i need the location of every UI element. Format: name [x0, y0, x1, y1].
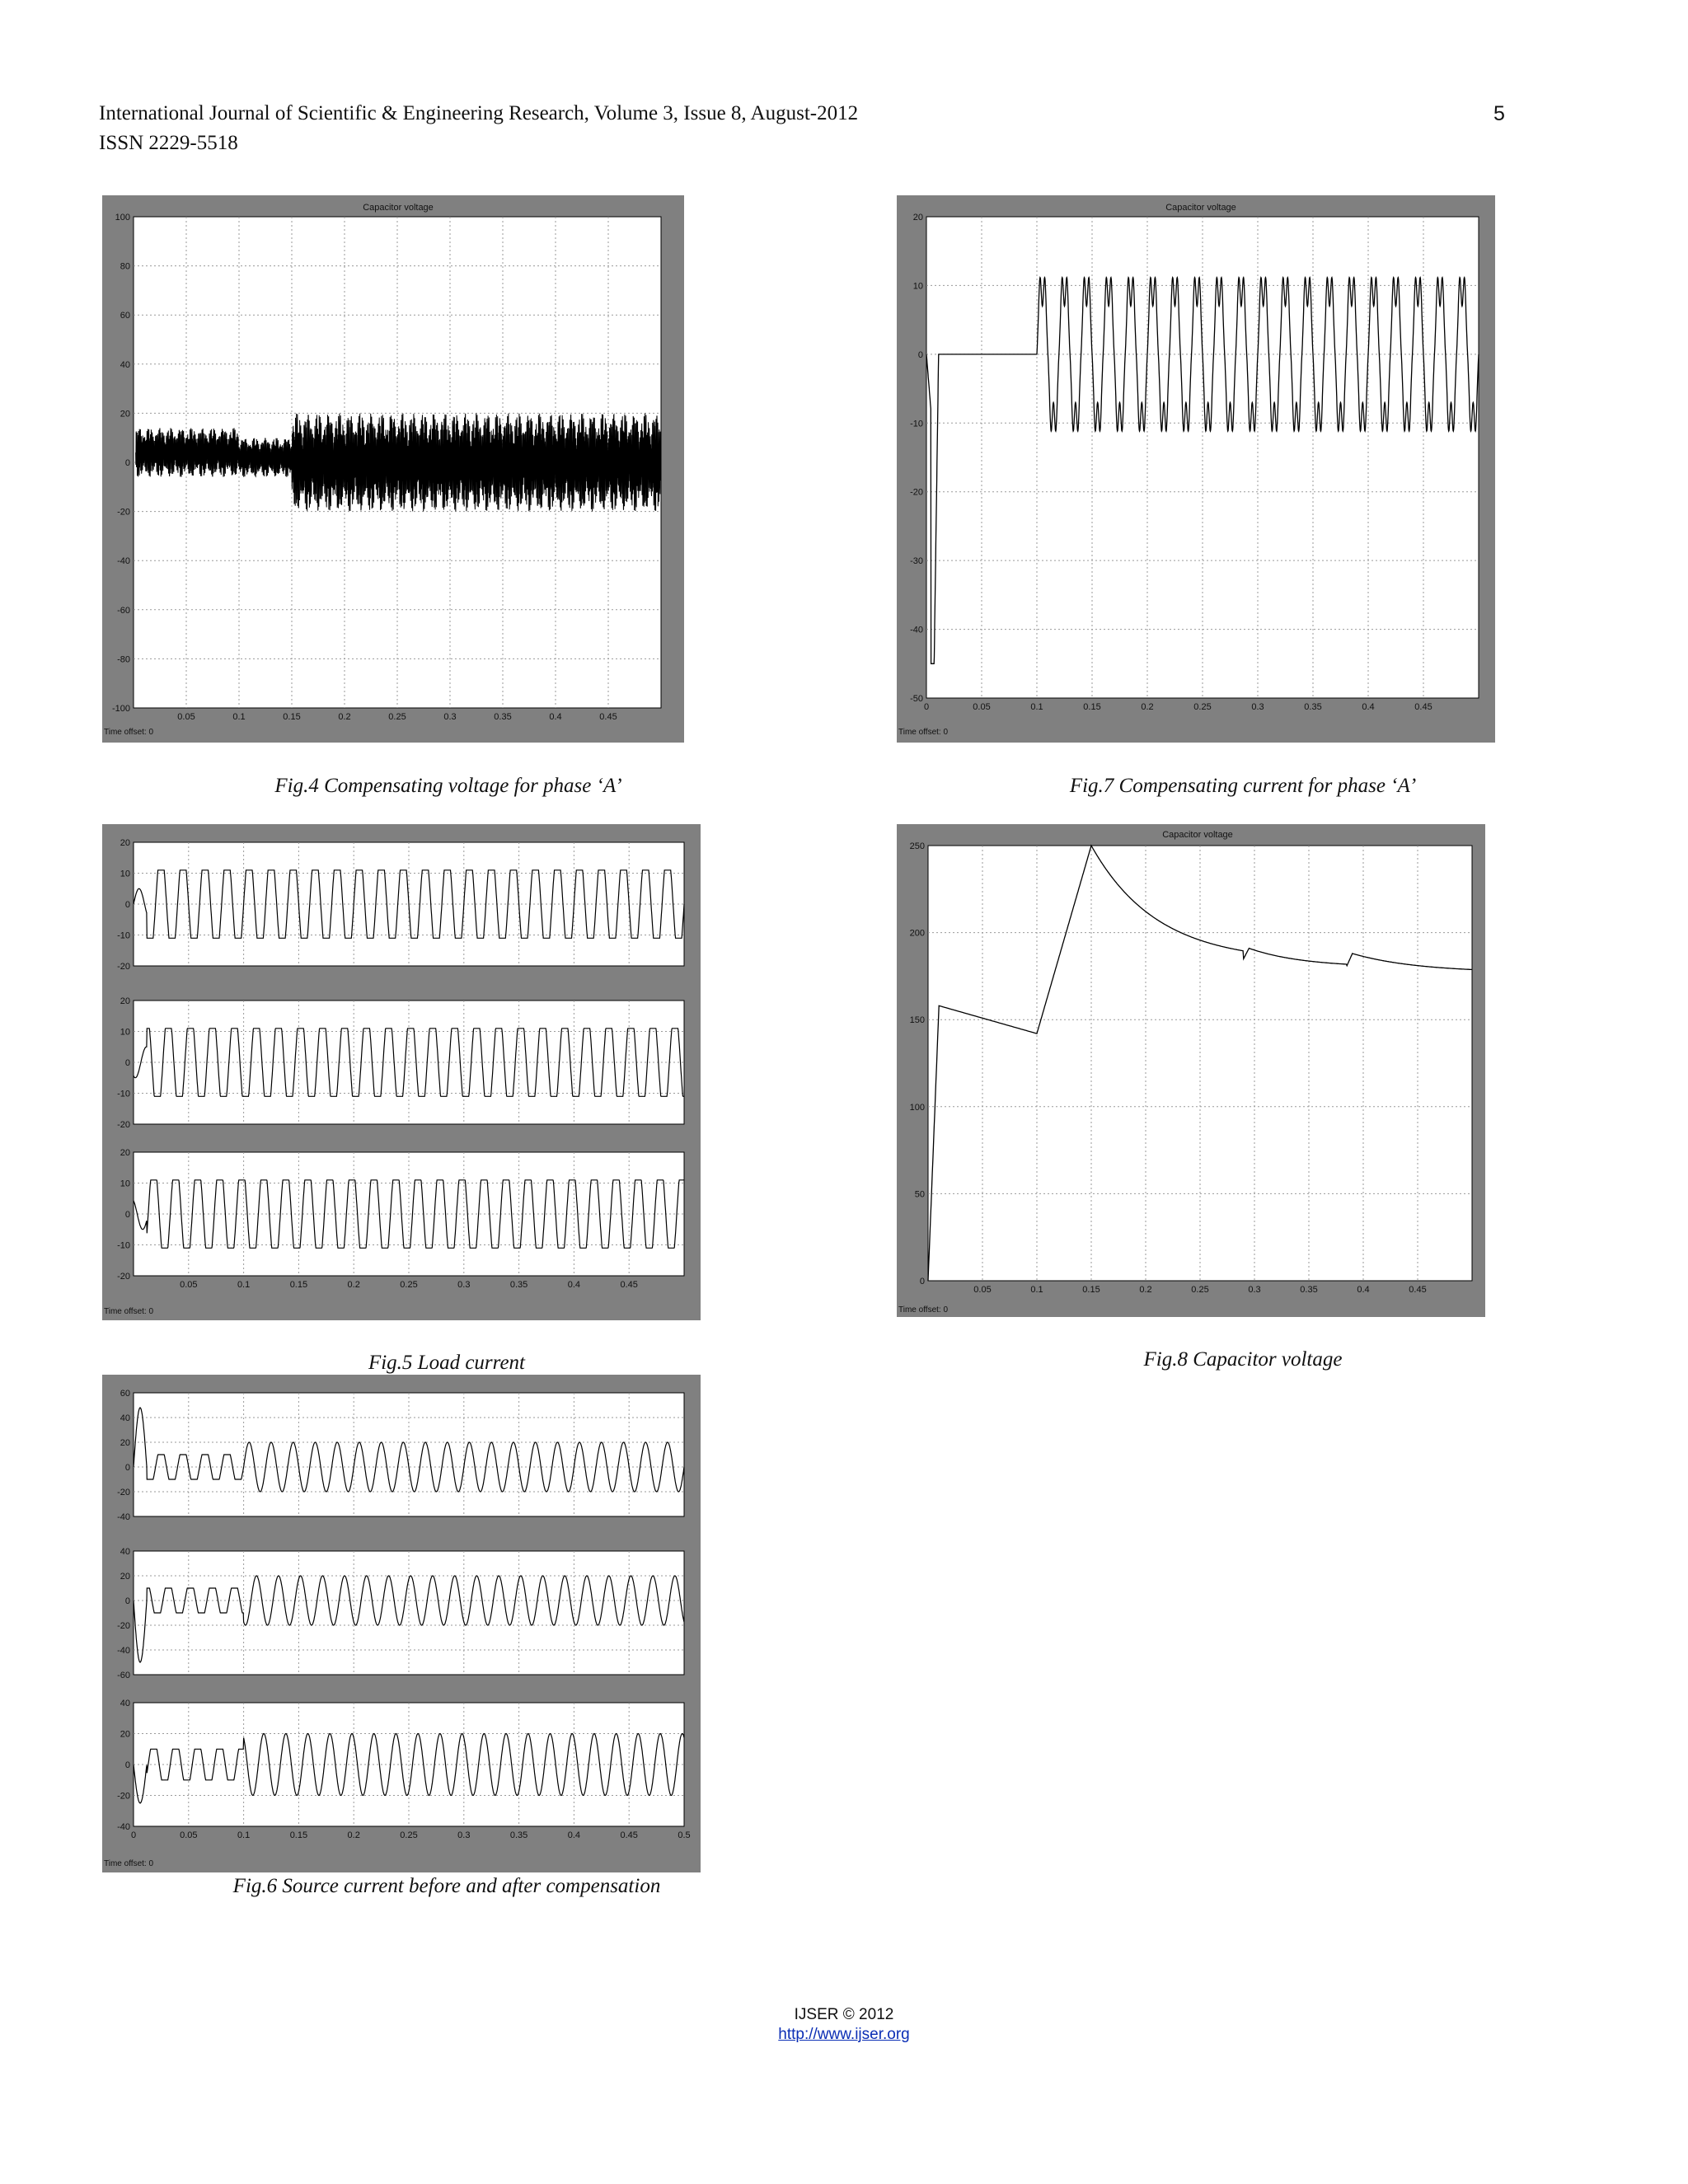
fig6-c-x-tick: 0.4: [567, 1830, 581, 1840]
fig7-y-tick: -20: [910, 487, 923, 498]
fig4-y-tick: -100: [111, 704, 130, 714]
fig6-c-y-tick: -20: [117, 1791, 130, 1802]
fig7-x-tick: 0.05: [973, 702, 991, 712]
figure-8-caption: Fig.8 Capacitor voltage: [1143, 1348, 1343, 1371]
fig5-b-y-tick: 10: [120, 1027, 130, 1038]
fig5-c-x-tick: 0.1: [237, 1280, 251, 1290]
fig4-x-tick: 0.3: [443, 712, 457, 722]
fig8-y-tick: 50: [914, 1189, 925, 1200]
fig4-time-offset: Time offset: 0: [104, 728, 154, 737]
fig8-x-tick: 0.4: [1357, 1285, 1370, 1295]
fig6-b-y-tick: 20: [120, 1572, 130, 1582]
fig5-c-y-tick: 0: [124, 1210, 130, 1220]
figure-7-caption: Fig.7 Compensating current for phase ‘A’: [1069, 775, 1417, 797]
fig8-y-tick: 0: [919, 1277, 925, 1286]
figure-7-scope: [897, 195, 1495, 743]
fig7-x-tick: 0.4: [1362, 702, 1375, 712]
fig7-x-tick: 0.25: [1193, 702, 1212, 712]
fig7-y-tick: -30: [910, 556, 923, 567]
fig6-b-y-tick: -60: [117, 1671, 130, 1680]
fig8-time-offset: Time offset: 0: [898, 1305, 949, 1315]
fig4-x-tick: 0.2: [338, 712, 351, 722]
fig8-x-tick: 0.05: [973, 1285, 992, 1295]
fig8-x-tick: 0.1: [1030, 1285, 1043, 1295]
figure-5-caption: Fig.5 Load current: [368, 1352, 526, 1374]
fig5-time-offset: Time offset: 0: [104, 1307, 154, 1316]
fig6-c-x-tick: 0.15: [289, 1830, 308, 1840]
fig4-y-tick: 40: [120, 359, 130, 370]
fig7-title: Capacitor voltage: [1165, 203, 1236, 213]
fig7-y-tick: -40: [910, 625, 923, 635]
figure-4-scope: [102, 195, 684, 743]
fig7-y-tick: 20: [912, 213, 923, 223]
figure-8-scope: [897, 824, 1485, 1317]
fig6-b-y-tick: 0: [124, 1596, 130, 1606]
fig6-a-y-tick: 0: [124, 1463, 130, 1473]
fig6-c-x-tick: 0.5: [678, 1830, 691, 1840]
fig5-c-x-tick: 0.25: [400, 1280, 418, 1290]
fig5-c-x-tick: 0.15: [289, 1280, 308, 1290]
fig5-c-x-tick: 0.05: [180, 1280, 198, 1290]
fig6-a-y-tick: -20: [117, 1488, 130, 1497]
fig4-y-tick: -40: [117, 556, 130, 567]
fig6-c-x-tick: 0.2: [347, 1830, 360, 1840]
fig5-c-x-tick: 0.2: [347, 1280, 360, 1290]
fig6-c-y-tick: 0: [124, 1760, 130, 1770]
fig5-c-x-tick: 0.45: [620, 1280, 638, 1290]
fig8-x-tick: 0.15: [1082, 1285, 1100, 1295]
fig4-y-tick: -80: [117, 654, 130, 665]
fig8-plot-area: [928, 846, 1472, 1281]
fig6-time-offset: Time offset: 0: [104, 1859, 154, 1868]
fig5-c-x-tick: 0.4: [567, 1280, 581, 1290]
fig7-y-tick: 10: [912, 281, 923, 292]
fig4-x-tick: 0.45: [599, 712, 617, 722]
page-number: 5: [1493, 102, 1505, 125]
fig6-a-y-tick: 40: [120, 1413, 130, 1423]
fig6-b-y-tick: -40: [117, 1646, 130, 1656]
fig7-x-tick: 0.35: [1304, 702, 1322, 712]
fig4-y-tick: 0: [124, 458, 130, 468]
fig6-c-x-tick: 0.25: [400, 1830, 418, 1840]
figure-4-caption: Fig.4 Compensating voltage for phase ‘A’: [274, 775, 622, 797]
fig7-y-tick: -50: [910, 694, 923, 704]
fig8-x-tick: 0.3: [1248, 1285, 1261, 1295]
fig6-c-x-tick: 0.35: [509, 1830, 528, 1840]
fig8-y-tick: 250: [909, 841, 925, 851]
footer-link[interactable]: http://www.ijser.org: [778, 2026, 910, 2043]
fig4-y-tick: 100: [115, 213, 130, 223]
fig5-b-y-tick: -10: [117, 1089, 130, 1099]
issn: ISSN 2229-5518: [99, 132, 238, 154]
fig7-x-tick: 0.15: [1083, 702, 1101, 712]
fig4-x-tick: 0.05: [177, 712, 195, 722]
fig5-c-x-tick: 0.35: [509, 1280, 528, 1290]
fig4-y-tick: 20: [120, 409, 130, 419]
figure-5-scope: [102, 824, 701, 1320]
fig4-x-tick: 0.4: [549, 712, 562, 722]
fig5-a-y-tick: -20: [117, 962, 130, 972]
fig7-x-tick: 0.2: [1141, 702, 1154, 712]
fig5-a-y-tick: 20: [120, 838, 130, 848]
fig8-y-tick: 200: [909, 928, 925, 939]
fig6-c-x-tick: 0.45: [620, 1830, 638, 1840]
figure-6-scope: [102, 1375, 701, 1872]
footer-copyright: IJSER © 2012: [794, 2006, 894, 2023]
fig7-x-tick: 0.45: [1414, 702, 1432, 712]
fig7-x-tick: 0.3: [1251, 702, 1264, 712]
fig8-y-tick: 100: [909, 1102, 925, 1113]
fig5-c-y-tick: 20: [120, 1148, 130, 1158]
fig5-c-x-tick: 0.3: [457, 1280, 471, 1290]
fig5-b-y-tick: 0: [124, 1058, 130, 1068]
fig5-c-y-tick: -20: [117, 1272, 130, 1282]
fig7-y-tick: 0: [917, 349, 923, 360]
fig6-c-y-tick: 20: [120, 1729, 130, 1740]
fig5-a-y-tick: -10: [117, 930, 130, 941]
fig4-title: Capacitor voltage: [363, 203, 434, 213]
fig4-x-tick: 0.25: [388, 712, 406, 722]
fig7-y-tick: -10: [910, 419, 923, 429]
journal-header: International Journal of Scientific & Engineering Research, Volume 3, Issue 8, August-2012: [99, 102, 859, 124]
fig5-b-y-tick: 20: [120, 996, 130, 1006]
fig6-c-x-tick: 0.05: [180, 1830, 198, 1840]
fig4-y-tick: 80: [120, 261, 130, 272]
fig8-y-tick: 150: [909, 1015, 925, 1026]
fig6-b-y-tick: 40: [120, 1547, 130, 1557]
fig6-c-y-tick: -40: [117, 1822, 130, 1832]
fig8-x-tick: 0.2: [1139, 1285, 1152, 1295]
fig7-time-offset: Time offset: 0: [898, 728, 949, 737]
fig5-c-y-tick: -10: [117, 1240, 130, 1251]
fig7-x-tick: 0: [923, 702, 930, 712]
fig6-c-x-tick: 0: [130, 1830, 137, 1840]
fig8-x-tick: 0.25: [1191, 1285, 1209, 1295]
fig6-c-x-tick: 0.1: [237, 1830, 251, 1840]
fig6-b-y-tick: -20: [117, 1621, 130, 1631]
fig4-x-tick: 0.1: [232, 712, 246, 722]
fig6-a-y-tick: -40: [117, 1512, 130, 1522]
fig4-x-tick: 0.35: [494, 712, 512, 722]
fig5-a-y-tick: 10: [120, 869, 130, 879]
fig5-b-y-tick: -20: [117, 1120, 130, 1130]
fig6-c-x-tick: 0.3: [457, 1830, 471, 1840]
fig4-y-tick: -60: [117, 605, 130, 616]
fig8-x-tick: 0.45: [1409, 1285, 1427, 1295]
fig4-y-tick: -20: [117, 507, 130, 518]
fig6-a-y-tick: 60: [120, 1389, 130, 1399]
fig5-c-y-tick: 10: [120, 1179, 130, 1189]
fig8-title: Capacitor voltage: [1162, 830, 1233, 840]
figure-6-caption: Fig.6 Source current before and after compensation: [232, 1875, 661, 1897]
fig4-y-tick: 60: [120, 311, 130, 321]
fig6-a-y-tick: 20: [120, 1438, 130, 1448]
fig7-x-tick: 0.1: [1030, 702, 1043, 712]
fig8-x-tick: 0.35: [1300, 1285, 1318, 1295]
fig6-c-y-tick: 40: [120, 1699, 130, 1708]
fig5-a-y-tick: 0: [124, 900, 130, 910]
fig4-x-tick: 0.15: [283, 712, 301, 722]
